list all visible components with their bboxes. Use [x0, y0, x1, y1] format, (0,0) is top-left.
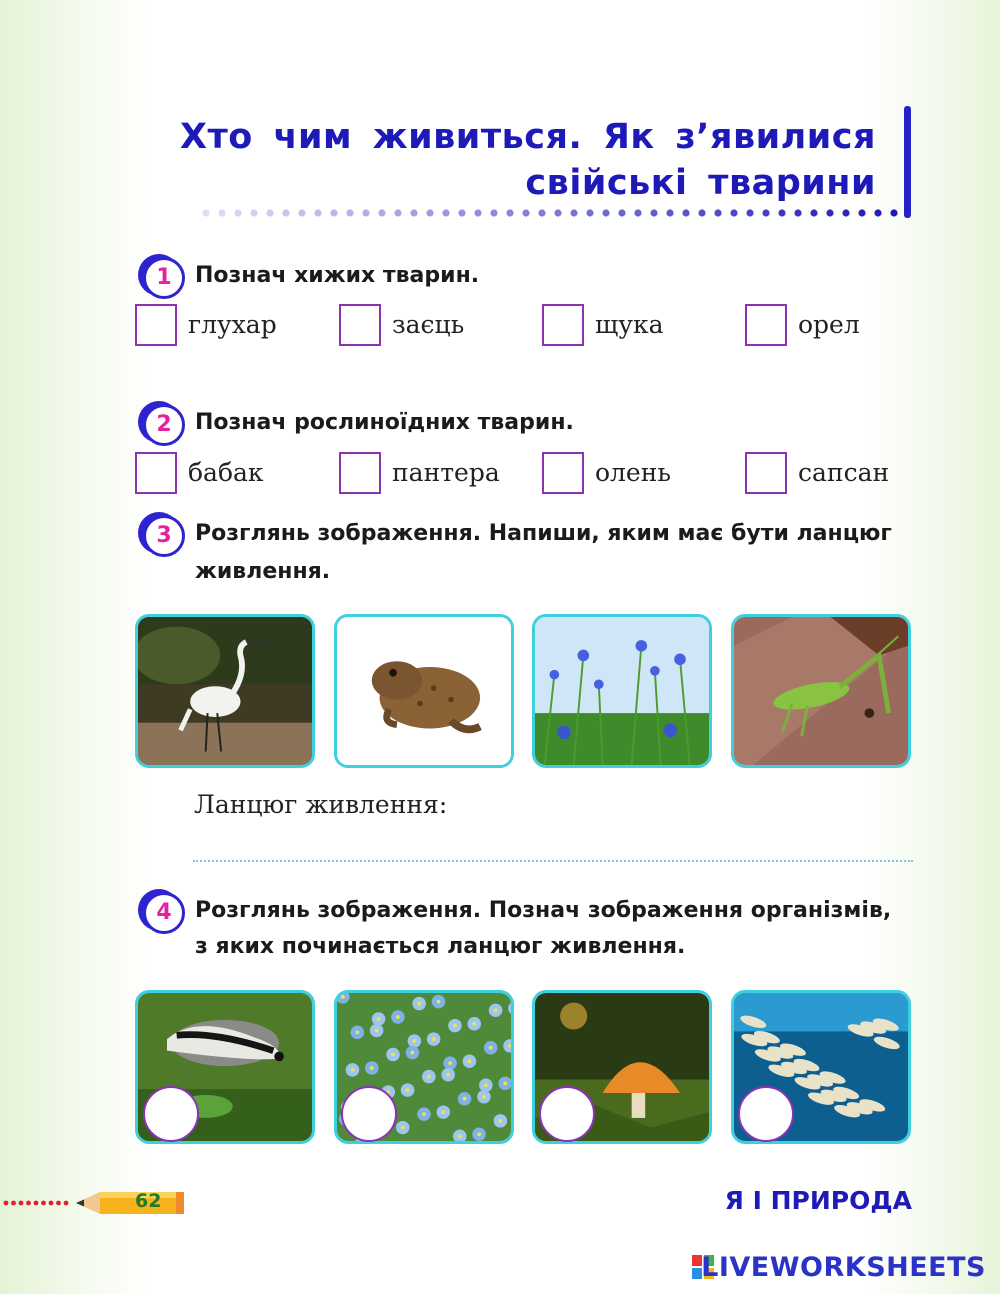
- task-2-badge: 2: [143, 404, 185, 446]
- option-label: олень: [595, 458, 672, 487]
- page-title-line1: Хто чим живиться. Як з’явилися: [179, 117, 876, 157]
- image-cornflowers: [532, 614, 712, 768]
- checkbox-olen[interactable]: [542, 452, 584, 494]
- mark-circle-badger[interactable]: [143, 1086, 199, 1142]
- option-label: щука: [595, 310, 664, 339]
- page-number: 62: [135, 1190, 162, 1212]
- mark-circle-mushroom[interactable]: [539, 1086, 595, 1142]
- title-dotted-underline: [200, 207, 900, 219]
- task-3-badge: 3: [143, 515, 185, 557]
- option-label: заєць: [392, 310, 465, 339]
- checkbox-shchuka[interactable]: [542, 304, 584, 346]
- task-4-badge: 4: [143, 892, 185, 934]
- checkbox-babak[interactable]: [135, 452, 177, 494]
- section-title: Я І ПРИРОДА: [724, 1186, 912, 1215]
- image-heron: [135, 614, 315, 768]
- mark-circle-fish[interactable]: [738, 1086, 794, 1142]
- food-chain-answer-line[interactable]: [193, 860, 913, 862]
- image-toad: [334, 614, 514, 768]
- option-label: глухар: [188, 310, 277, 339]
- task-2-text: Познач рослиноїдних тварин.: [195, 410, 574, 435]
- page-title-line2: свійські тварини: [525, 163, 876, 203]
- task-1-badge: 1: [143, 257, 185, 299]
- checkbox-orel[interactable]: [745, 304, 787, 346]
- task-3-text-line2: живлення.: [195, 559, 331, 584]
- title-accent-bar: [904, 106, 911, 218]
- checkbox-hlukhar[interactable]: [135, 304, 177, 346]
- option-label: пантера: [392, 458, 500, 487]
- image-grasshopper: [731, 614, 911, 768]
- pencil-icon: [0, 1186, 190, 1220]
- brand-name: LIVEWORKSHEETS: [701, 1252, 986, 1283]
- checkbox-sapsan[interactable]: [745, 452, 787, 494]
- mark-circle-forget-me-nots[interactable]: [341, 1086, 397, 1142]
- task-3-text-line1: Розглянь зображення. Напиши, яким має бути ланцюг: [195, 521, 892, 546]
- option-label: сапсан: [798, 458, 890, 487]
- task-1-text: Познач хижих тварин.: [195, 263, 480, 288]
- task-4-text-line1: Розглянь зображення. Познач зображення організмів,: [195, 898, 892, 923]
- option-label: орел: [798, 310, 860, 339]
- task-4-text-line2: з яких починається ланцюг живлення.: [195, 934, 686, 959]
- checkbox-zaiets[interactable]: [339, 304, 381, 346]
- checkbox-pantera[interactable]: [339, 452, 381, 494]
- food-chain-label: Ланцюг живлення:: [194, 790, 448, 819]
- option-label: бабак: [188, 458, 264, 487]
